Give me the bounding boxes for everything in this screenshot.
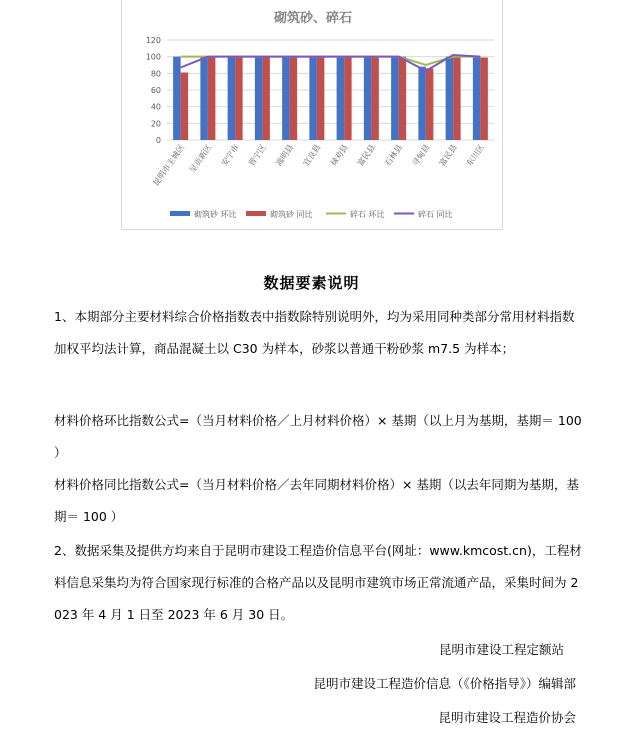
bar bbox=[255, 57, 263, 140]
index-chart bbox=[122, 0, 504, 230]
legend-label: 碎石 环比 bbox=[350, 210, 385, 219]
x-tick-label: 富民县 bbox=[437, 142, 459, 168]
bar bbox=[364, 57, 372, 140]
bar bbox=[418, 67, 426, 140]
legend-label: 砌筑砂 环比 bbox=[194, 210, 237, 219]
signature-quota-station: 昆明市建设工程定额站 bbox=[438, 642, 564, 657]
bar bbox=[200, 57, 208, 140]
legend-label: 砌筑砂 同比 bbox=[270, 210, 313, 219]
bar bbox=[391, 57, 399, 140]
chart-title: 砌筑砂、碎石 bbox=[273, 11, 353, 26]
y-tick-label: 120 bbox=[145, 36, 161, 45]
bar bbox=[371, 57, 379, 140]
legend-swatch bbox=[170, 211, 190, 216]
section-title: 数据要素说明 bbox=[263, 274, 360, 292]
x-tick-label: 晋宁区 bbox=[246, 142, 269, 168]
bar bbox=[262, 57, 270, 140]
paragraph-yoy-formula: 材料价格同比指数公式=（当月材料价格／去年同期材料价格）× 基期（以去年同期为基期，基期＝ 100 ） bbox=[54, 477, 579, 524]
paragraph-mom-formula: 材料价格环比指数公式=（当月材料价格／上月材料价格）× 基期（以上月为基期，基期＝ 100 ） bbox=[54, 413, 582, 460]
signature-cost-association: 昆明市建设工程造价协会 bbox=[438, 710, 576, 725]
x-tick-label: 富民县 bbox=[355, 142, 378, 168]
paragraph-data-source: 2、数据采集及提供方均来自于昆明市建设工程造价信息平台(网址：www.kmcost.cn)，工程材料信息采集均为符合国家现行标准的合格产品以及昆明市建筑市场正常流通产品，采集时间为 2023 年 4 月 1 日至 2023 年 6 月 30 日。 bbox=[54, 543, 582, 622]
bar bbox=[208, 57, 216, 140]
x-tick-label: 寻甸县 bbox=[410, 142, 432, 168]
bar bbox=[317, 57, 325, 140]
chart-frame bbox=[121, 0, 503, 230]
bar bbox=[344, 57, 352, 140]
x-tick-label: 宜良县 bbox=[301, 142, 323, 168]
x-tick-label: 安宁市 bbox=[219, 142, 241, 168]
x-tick-label: 东川区 bbox=[464, 142, 487, 168]
bar bbox=[399, 57, 407, 140]
x-tick-label: 石林县 bbox=[383, 142, 405, 168]
signature-editorial-office: 昆明市建设工程造价信息（《价格指导》）编辑部 bbox=[313, 676, 576, 691]
bar bbox=[173, 57, 181, 140]
y-tick-label: 80 bbox=[150, 69, 161, 79]
bar bbox=[337, 57, 345, 140]
y-tick-label: 100 bbox=[145, 52, 161, 62]
y-tick-label: 40 bbox=[150, 102, 161, 112]
bar bbox=[228, 57, 236, 140]
bar bbox=[480, 58, 488, 141]
x-tick-label: 禄劝县 bbox=[328, 142, 350, 168]
x-tick-label: 呈贡新区 bbox=[187, 142, 214, 175]
bar bbox=[290, 57, 298, 140]
bar bbox=[426, 68, 434, 140]
y-tick-label: 20 bbox=[150, 119, 161, 129]
paragraph-sample-note: 1、本期部分主要材料综合价格指数表中指数除特别说明外，均为采用同种类部分常用材料指数加权平均法计算，商品混凝土以 C30 为样本，砂浆以普通干粉砂浆 m7.5 为样本； bbox=[54, 309, 575, 356]
legend-label: 碎石 同比 bbox=[418, 210, 453, 219]
bar bbox=[453, 55, 461, 140]
bar bbox=[473, 57, 481, 140]
y-tick-label: 60 bbox=[150, 86, 161, 95]
bar bbox=[235, 57, 243, 140]
legend-swatch bbox=[246, 211, 266, 216]
x-tick-label: 昆明市主城区 bbox=[151, 142, 187, 188]
series-line bbox=[181, 57, 481, 65]
bar bbox=[309, 57, 317, 140]
bar bbox=[446, 57, 454, 140]
bar bbox=[181, 73, 189, 141]
y-tick-label: 0 bbox=[155, 136, 161, 145]
bar bbox=[282, 57, 290, 140]
x-tick-label: 嵩明县 bbox=[274, 142, 296, 168]
